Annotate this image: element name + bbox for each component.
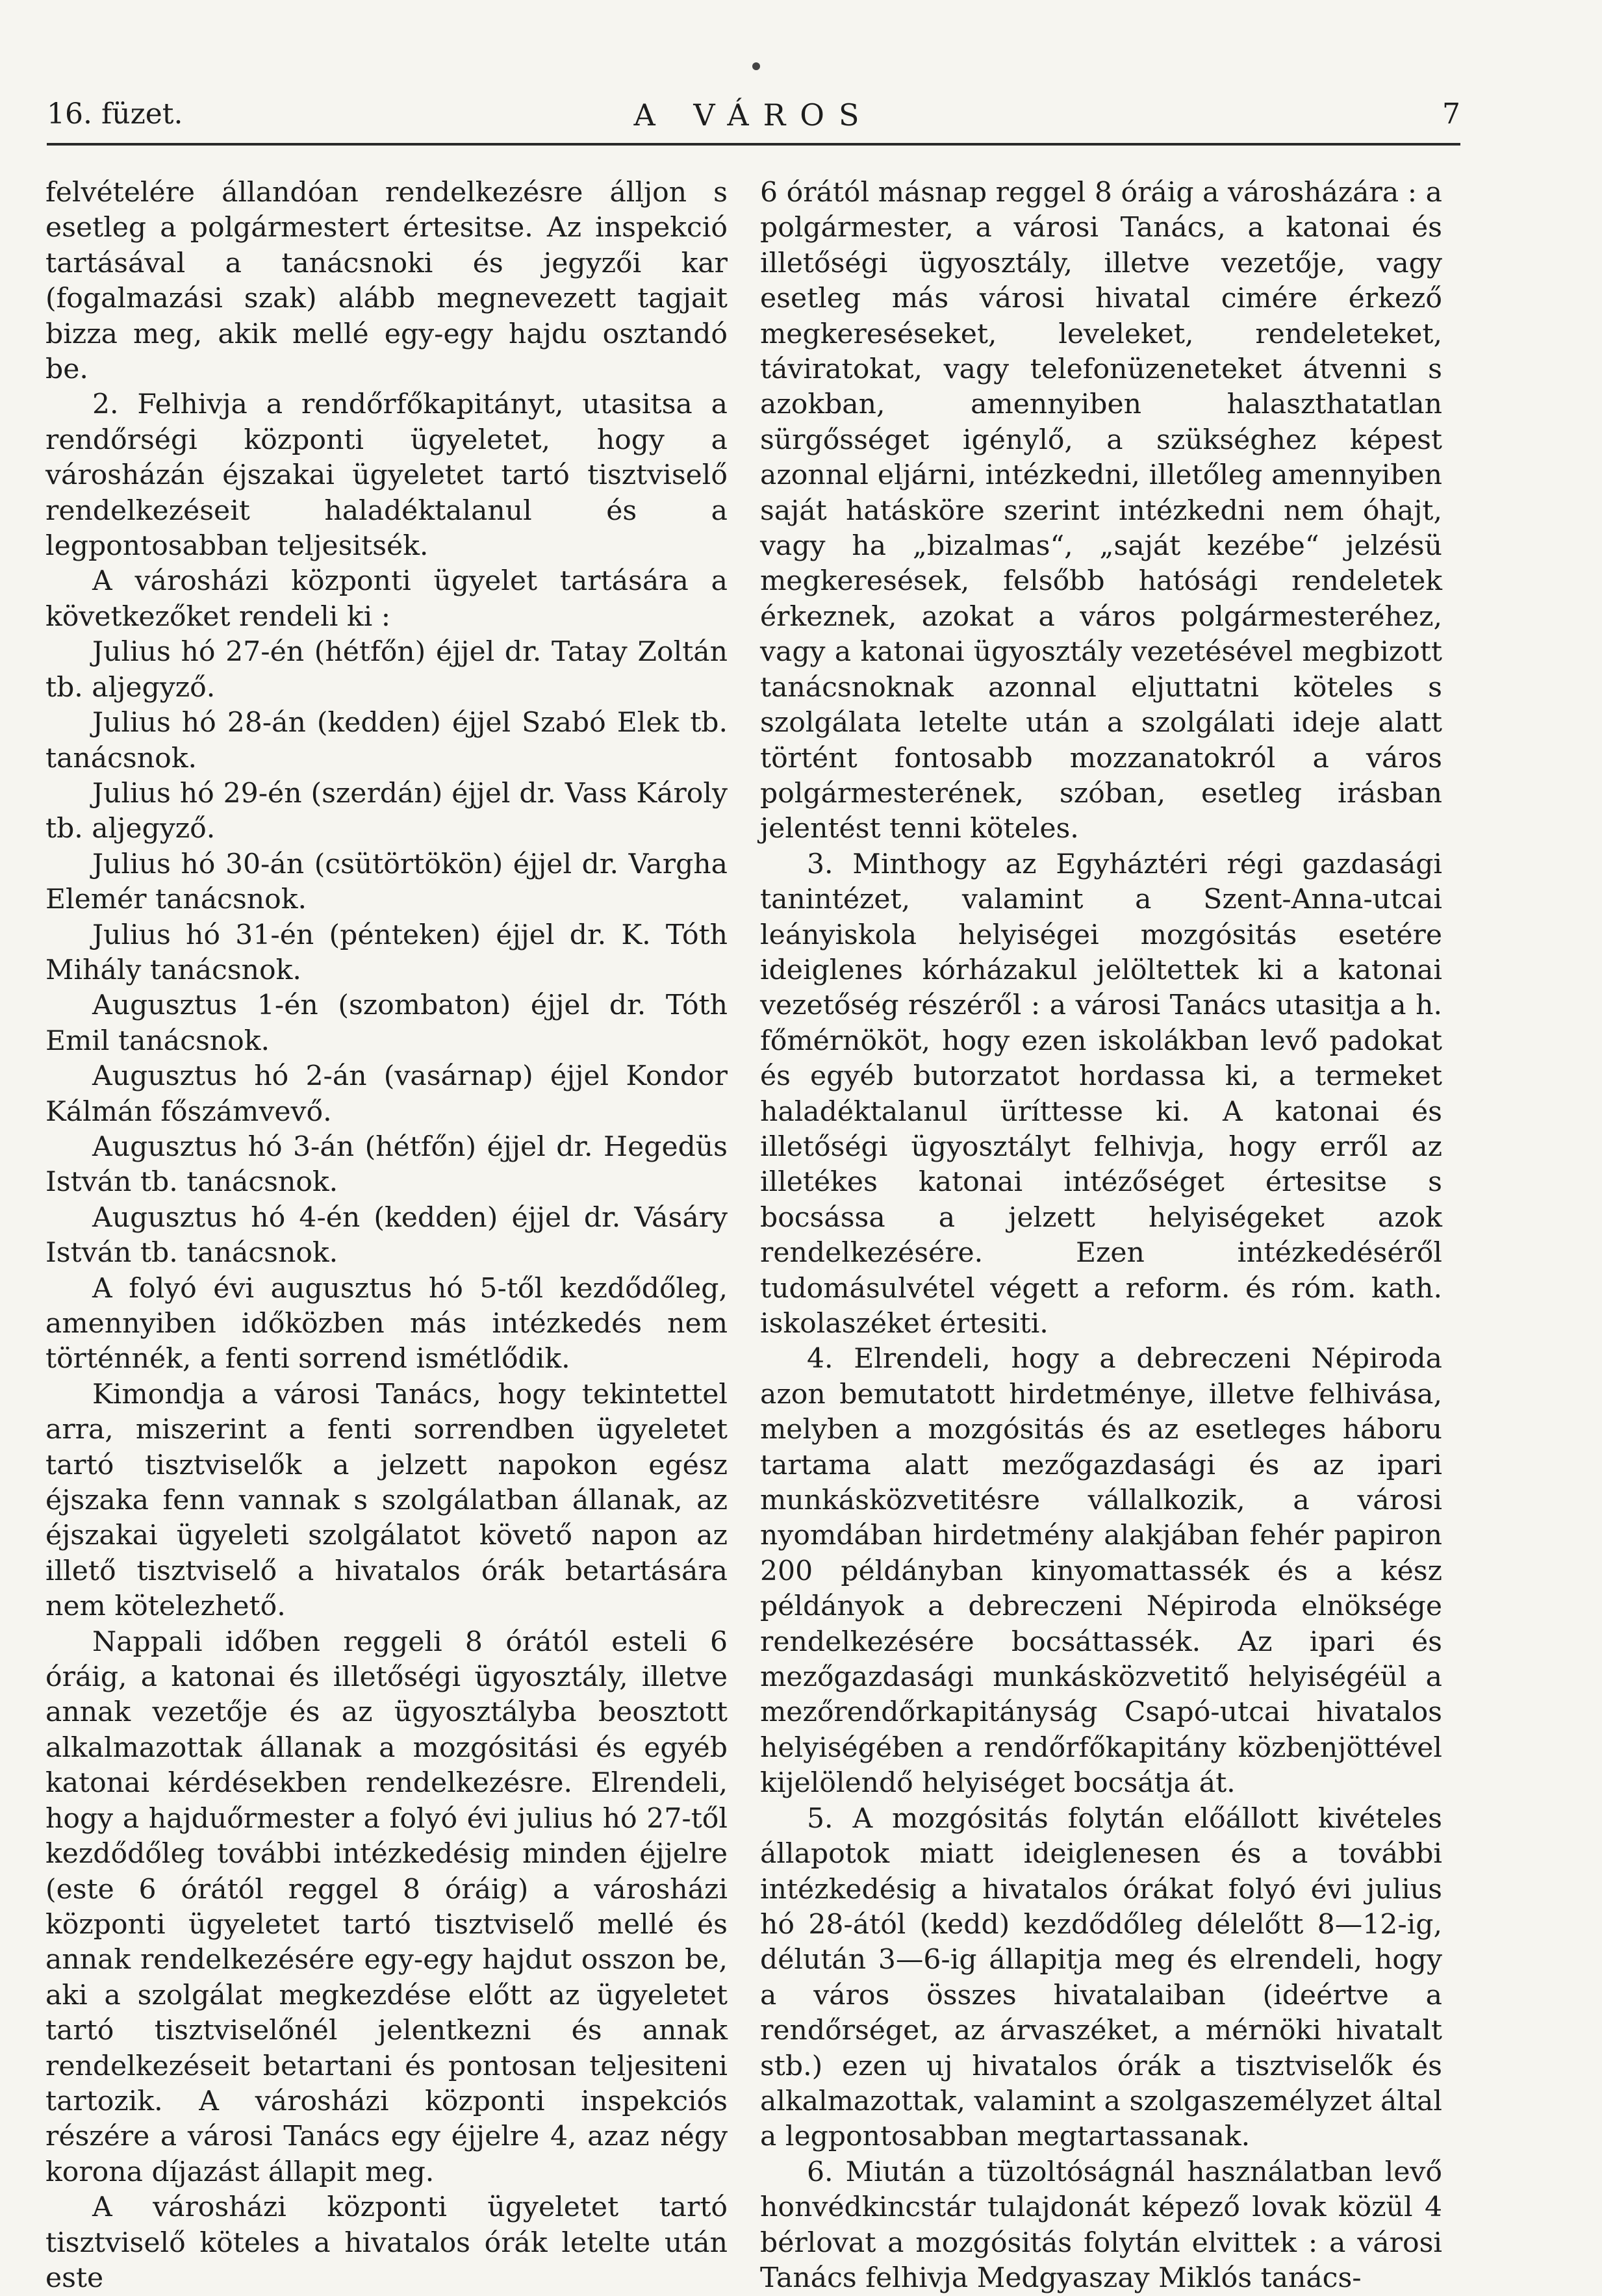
paragraph: 2. Felhivja a rendőrfőkapitányt, utasitsa a rendőrségi központi ügyeletet, hogy a városházán éjszakai ügyeletet tartó tisztviselő rendelkezéseit haladéktalanul és a legpontosabban teljesitsék. — [45, 389, 728, 563]
paragraph: Kimondja a városi Tanács, hogy tekintettel arra, miszerint a fenti sorrendben ügyeletet tartó tisztviselők a jelzett napokon egész éjszaka fenn vannak s szolgálatban állanak, az éjszakai ügyeleti szolgálatot követő napon az illető tisztviselő a hivatalos órák betartására nem kötelezhető. — [45, 1378, 728, 1623]
left-column — [45, 175, 728, 2296]
paragraph: A városházi központi ügyelet tartására a következőket rendeli ki : — [45, 565, 728, 633]
paragraph: 5. A mozgósitás folytán előállott kivételes állapotok miatt ideiglenesen és a további intézkedésig a hivatalos órákat folyó évi julius hó 28-ától (kedd) kezdődőleg délelőtt 8—12-ig, délután 3—6-ig állapitja meg és elrendeli, hogy a város összes hivatalaiban (ideértve a rendőrséget, az árvaszéket, a mérnöki hivatalt stb.) ezen uj hivatalos órák a tisztviselők és alkalmazottak, valamint a szolgaszemélyzet által a legpontosabban megtartassanak. — [760, 1802, 1442, 2153]
issue-number: 16. füzet. — [47, 97, 183, 131]
page-header — [47, 91, 1460, 146]
paragraph: A folyó évi augusztus hó 5-től kezdődőleg, amennyiben időközben más intézkedés nem történnék, a fenti sorrend ismétlődik. — [45, 1272, 728, 1375]
schedule-entry: Julius hó 27-én (hétfőn) éjjel dr. Tatay Zoltán tb. aljegyző. — [45, 636, 728, 704]
journal-title: A VÁROS — [633, 97, 874, 133]
schedule-entry: Julius hó 30-án (csütörtökön) éjjel dr. Vargha Elemér tanácsnok. — [45, 848, 728, 916]
paragraph: 6 órától másnap reggel 8 óráig a városházára : a polgármester, a városi Tanács, a katonai és illetőségi ügyosztály, illetve vezetője, vagy esetleg más városi hivatal cimére érkező megkereséseket, leveleket, rendeleteket, táviratokat, vagy telefonüzeneteket átvenni s azokban, amennyiben halaszthatatlan sürgősséget igénylő, a szükséghez képest azonnal eljárni, intézkedni, illetőleg amennyiben saját hatásköre szerint intézkedni nem óhajt, vagy ha „bizalmas“, „saját kezébe“ jelzésü megkeresések, felsőbb hatósági rendeletek érkeznek, azokat a város polgármesteréhez, vagy a katonai ügyosztály vezetésével megbizott tanácsnoknak azonnal eljuttatni köteles s szolgálata letelte után a szolgálati ideje alatt történt fontosabb mozzanatokról a város polgármesterének, szóban, esetleg irásban jelentést tenni köteles. — [760, 177, 1442, 845]
schedule-entry: Augusztus hó 2-án (vasárnap) éjjel Kondor Kálmán főszámvevő. — [45, 1060, 728, 1128]
paragraph: 3. Minthogy az Egyháztéri régi gazdasági tanintézet, valamint a Szent-Anna-utcai leányiskola helyiségei mozgósitás esetére ideiglenes kórházakul jelöltettek ki a katonai vezetőség részéről : a városi Tanács utasitja a h. főmérnököt, hogy ezen iskolákban levő padokat és egyéb butorzatot hordassa ki, a termeket haladéktalanul üríttesse ki. A katonai és illetőségi ügyosztályt felhivja, hogy erről az illetékes katonai intézőséget értesitse s bocsássa a jelzett helyiségeket azok rendelkezésére. Ezen intézkedéséről tudomásulvétel végett a reform. és róm. kath. iskolaszéket értesiti. — [760, 848, 1442, 1340]
schedule-entry: Augusztus hó 4-én (kedden) éjjel dr. Vásáry István tb. tanácsnok. — [45, 1201, 728, 1269]
schedule-entry: Julius hó 28-án (kedden) éjjel Szabó Elek tb. tanácsnok. — [45, 707, 728, 774]
print-speck — [752, 62, 760, 70]
schedule-entry: Julius hó 29-én (szerdán) éjjel dr. Vass Károly tb. aljegyző. — [45, 777, 728, 845]
schedule-entry: Augusztus 1-én (szombaton) éjjel dr. Tóth Emil tanácsnok. — [45, 989, 728, 1057]
schedule-entry: Julius hó 31-én (pénteken) éjjel dr. K. Tóth Mihály tanácsnok. — [45, 919, 728, 986]
paragraph: Nappali időben reggeli 8 órától esteli 6 óráig, a katonai és illetőségi ügyosztály, illetve annak vezetője és az ügyosztályba beosztott alkalmazottak állanak a mozgósitási és egyéb katonai kérdésekben rendelkezésre. Elrendeli, hogy a hajduőrmester a folyó évi julius hó 27-től kezdődőleg további intézkedésig minden éjjelre (este 6 órától reggel 8 óráig) a városházi központi ügyeletet tartó tisztviselő mellé és annak rendelkezésére egy-egy hajdut osszon be, aki a szolgálat megkezdése előtt az ügyeletet tartó tisztviselőnél jelentkezni és annak rendelkezéseit betartani és pontosan teljesiteni tartozik. A városházi központi inspekciós részére a városi Tanács egy éjjelre 4, azaz négy korona díjazást állapit meg. — [45, 1626, 728, 2188]
schedule-entry: Augusztus hó 3-án (hétfőn) éjjel dr. Hegedüs István tb. tanácsnok. — [45, 1130, 728, 1199]
paragraph: felvételére állandóan rendelkezésre álljon s esetleg a polgármestert értesitse. Az inspekció tartásával a tanácsnoki és jegyzői kar (fogalmazási szak) alább megnevezett tagjait bizza meg, akik mellé egy-egy hajdu osztandó be. — [45, 177, 728, 386]
page-number: 7 — [1442, 97, 1460, 131]
paragraph: A városházi központi ügyeletet tartó tisztviselő köteles a hivatalos órák letelte után este — [45, 2191, 728, 2294]
paragraph: 6. Miután a tüzoltóságnál használatban levő honvédkincstár tulajdonát képező lovak közül 4 bérlovat a mozgósitás folytán elvittek : a városi Tanács felhivja Medgyaszay Miklós tanács- — [760, 2156, 1442, 2294]
right-column — [760, 175, 1442, 2296]
paragraph: 4. Elrendeli, hogy a debreczeni Népiroda azon bemutatott hirdetménye, illetve felhivása, melyben a mozgósitás és az esetleges háboru tartama alatt mezőgazdasági és az ipari munkásközvetitésre vállalkozik, a városi nyomdában hirdetmény alakjában fehér papiron 200 példányban kinyomattassék és a kész példányok a debreczeni Népiroda elnöksége rendelkezésére bocsáttassék. Az ipari és mezőgazdasági munkásközvetitő helyiségéül a mezőrendőrkapitányság Csapó-utcai hivatalos helyiségében a rendőrfőkapitány közbenjöttével kijelölendő helyiséget bocsátja át. — [760, 1343, 1442, 1800]
